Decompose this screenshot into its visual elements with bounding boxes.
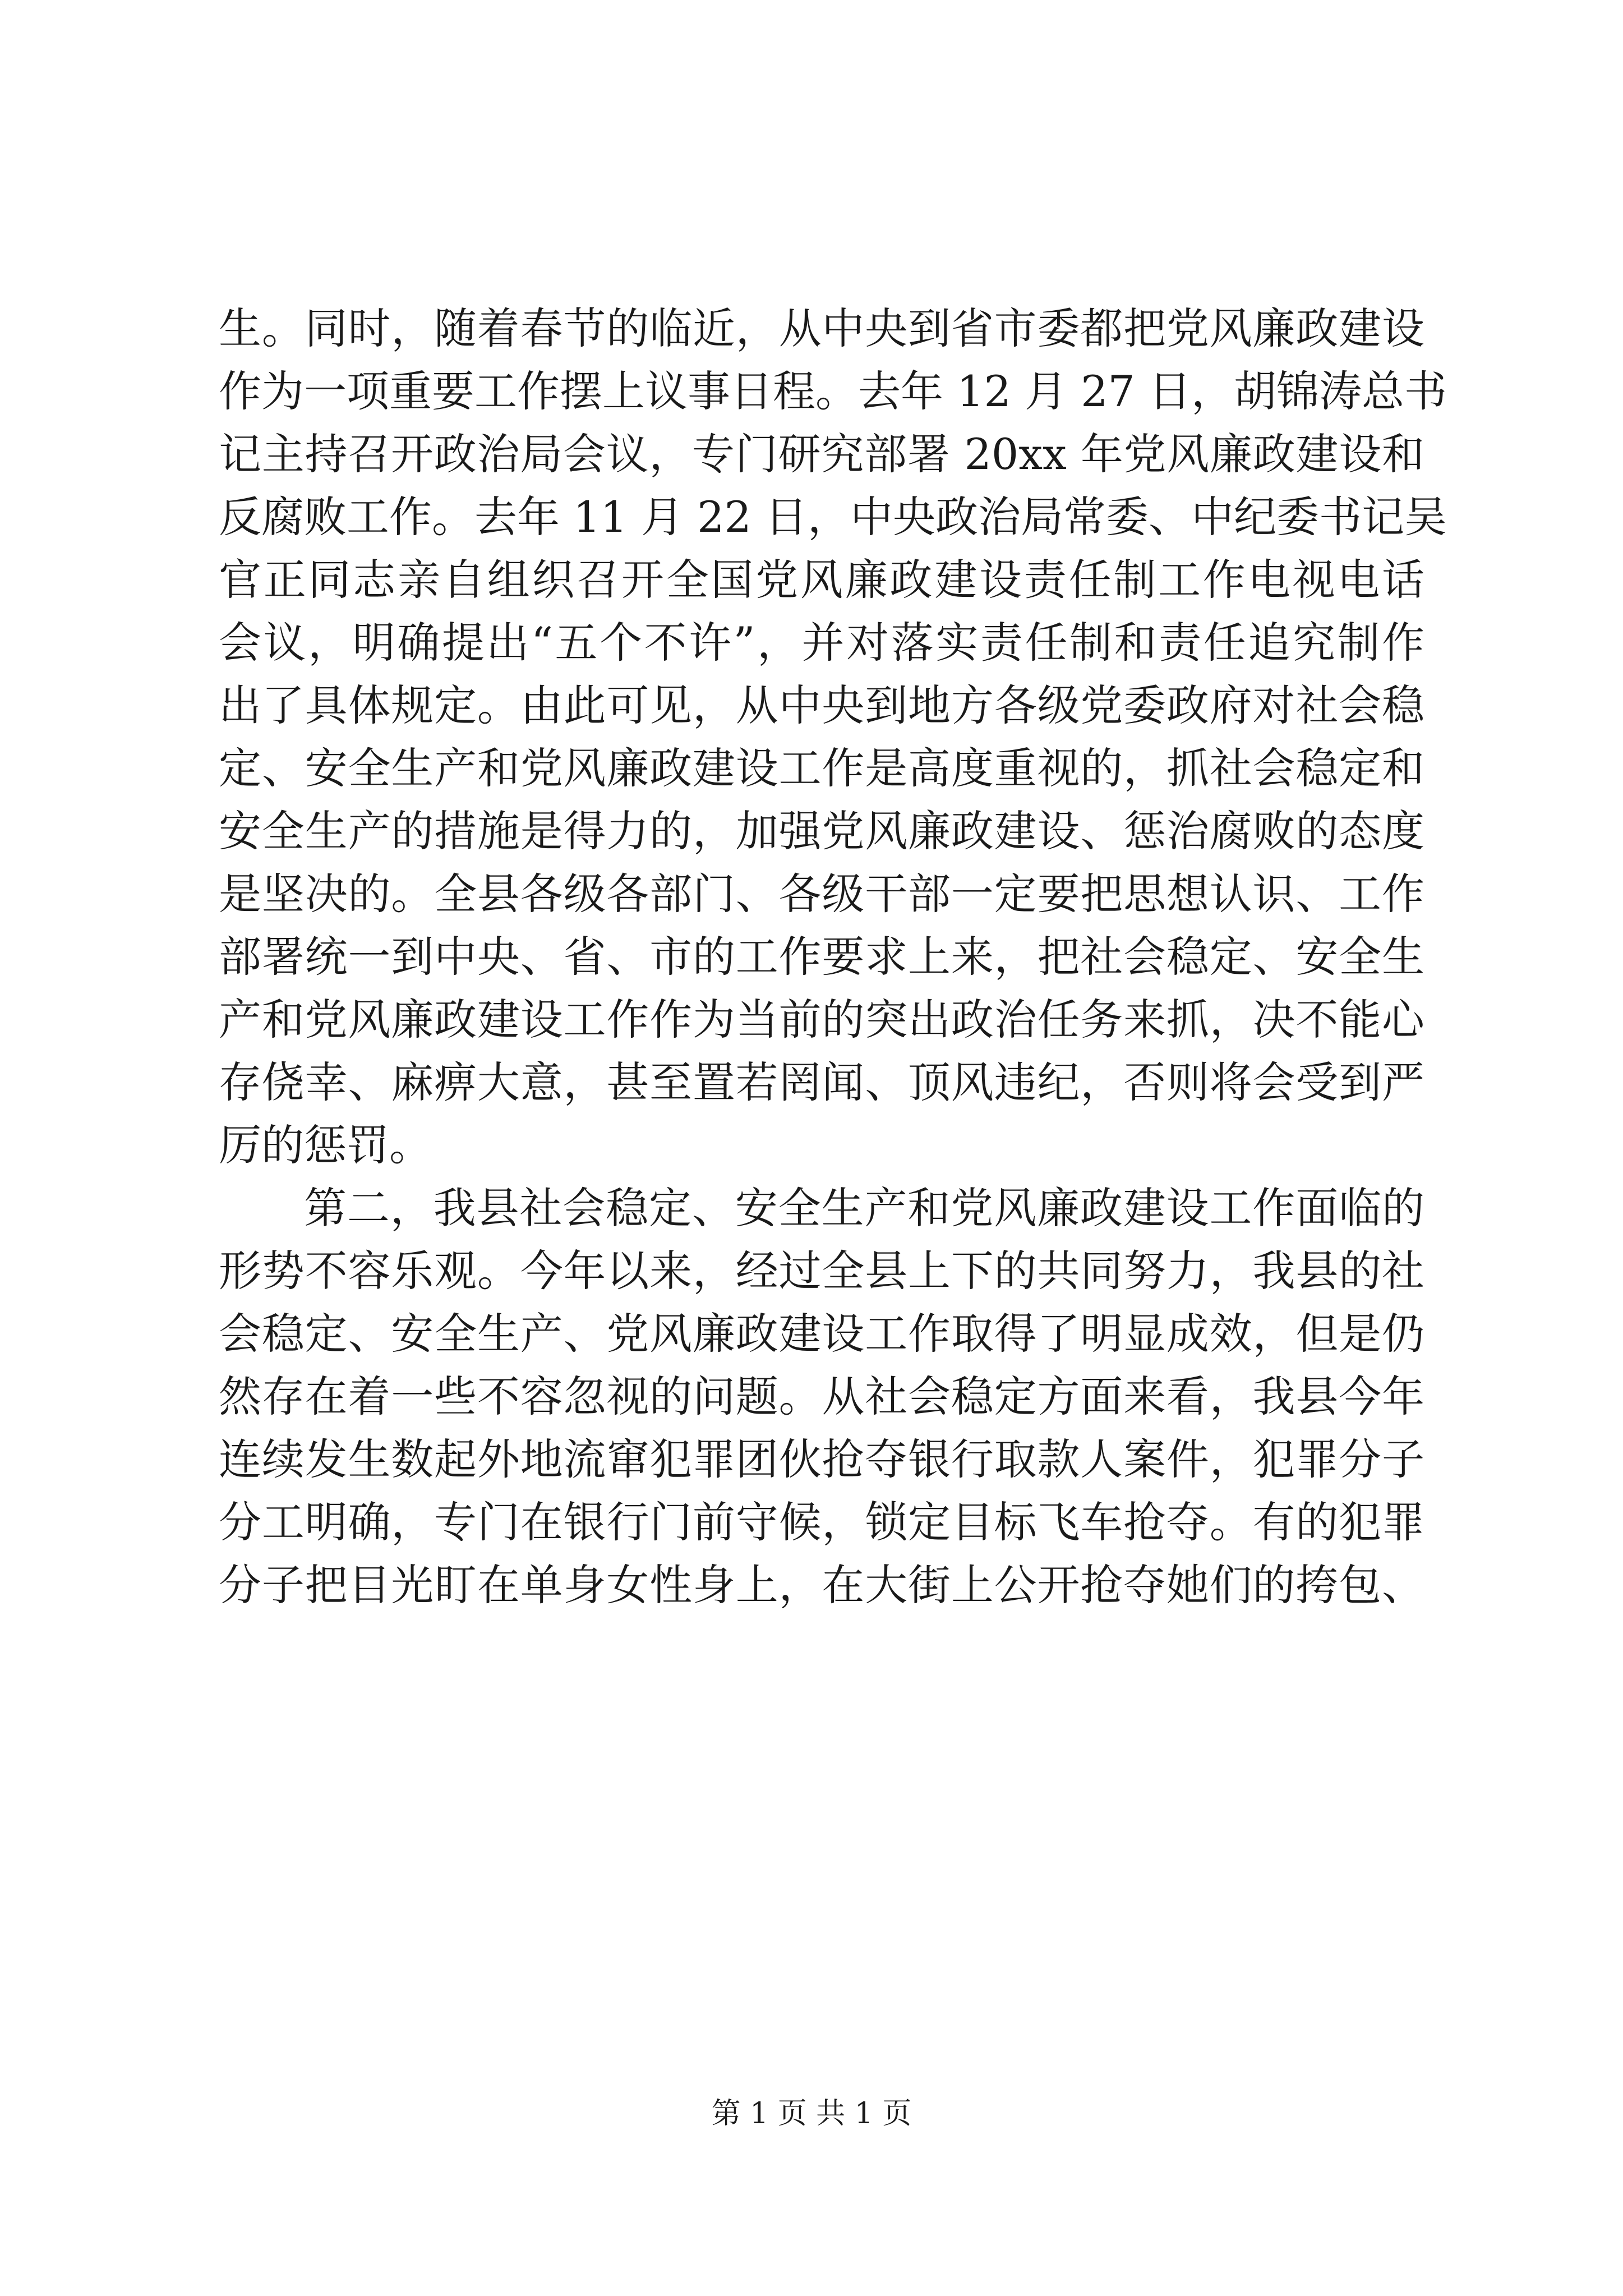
paragraph-start-line: 第二，我县社会稳定、安全生产和党风廉政建设工作面临的 xyxy=(304,1183,1424,1233)
text-line: 官正同志亲自组织召开全国党风廉政建设责任制工作电视电话 xyxy=(219,555,1424,605)
text-line: 反腐败工作。去年 11 月 22 日，中央政治局常委、中纪委书记吴 xyxy=(219,492,1447,542)
text-line: 出了具体规定。由此可见，从中央到地方各级党委政府对社会稳 xyxy=(219,680,1424,730)
text-line: 产和党风廉政建设工作作为当前的突出政治任务来抓，决不能心 xyxy=(219,995,1424,1045)
text-line: 定、安全生产和党风廉政建设工作是高度重视的，抓社会稳定和 xyxy=(219,743,1424,793)
text-line: 然存在着一些不容忽视的问题。从社会稳定方面来看，我县今年 xyxy=(219,1372,1424,1421)
text-line: 部署统一到中央、省、市的工作要求上来，把社会稳定、安全生 xyxy=(219,932,1424,982)
text-line: 分子把目光盯在单身女性身上，在大街上公开抢夺她们的挎包、 xyxy=(219,1560,1424,1610)
text-line: 会议，明确提出“五个不许”，并对落实责任制和责任追究制作 xyxy=(219,618,1424,668)
page-footer: 第 1 页 共 1 页 xyxy=(711,2097,912,2131)
text-line: 分工明确，专门在银行门前守候，锁定目标飞车抢夺。有的犯罪 xyxy=(219,1497,1424,1547)
text-line: 存侥幸、麻痹大意，甚至置若罔闻、顶风违纪，否则将会受到严 xyxy=(219,1057,1424,1107)
text-line: 厉的惩罚。 xyxy=(219,1120,432,1170)
text-line: 安全生产的措施是得力的，加强党风廉政建设、惩治腐败的态度 xyxy=(219,806,1424,856)
text-line: 连续发生数起外地流窜犯罪团伙抢夺银行取款人案件，犯罪分子 xyxy=(219,1434,1424,1484)
text-line: 形势不容乐观。今年以来，经过全县上下的共同努力，我县的社 xyxy=(219,1246,1424,1296)
text-line: 生。同时，随着春节的临近，从中央到省市委都把党风廉政建设 xyxy=(219,303,1424,353)
text-line: 记主持召开政治局会议，专门研究部署 20xx 年党风廉政建设和 xyxy=(219,429,1424,479)
text-line: 作为一项重要工作摆上议事日程。去年 12 月 27 日，胡锦涛总书 xyxy=(219,366,1447,416)
text-line: 会稳定、安全生产、党风廉政建设工作取得了明显成效，但是仍 xyxy=(219,1309,1424,1359)
body-text xyxy=(219,297,1447,1617)
text-line: 是坚决的。全县各级各部门、各级干部一定要把思想认识、工作 xyxy=(219,869,1424,919)
